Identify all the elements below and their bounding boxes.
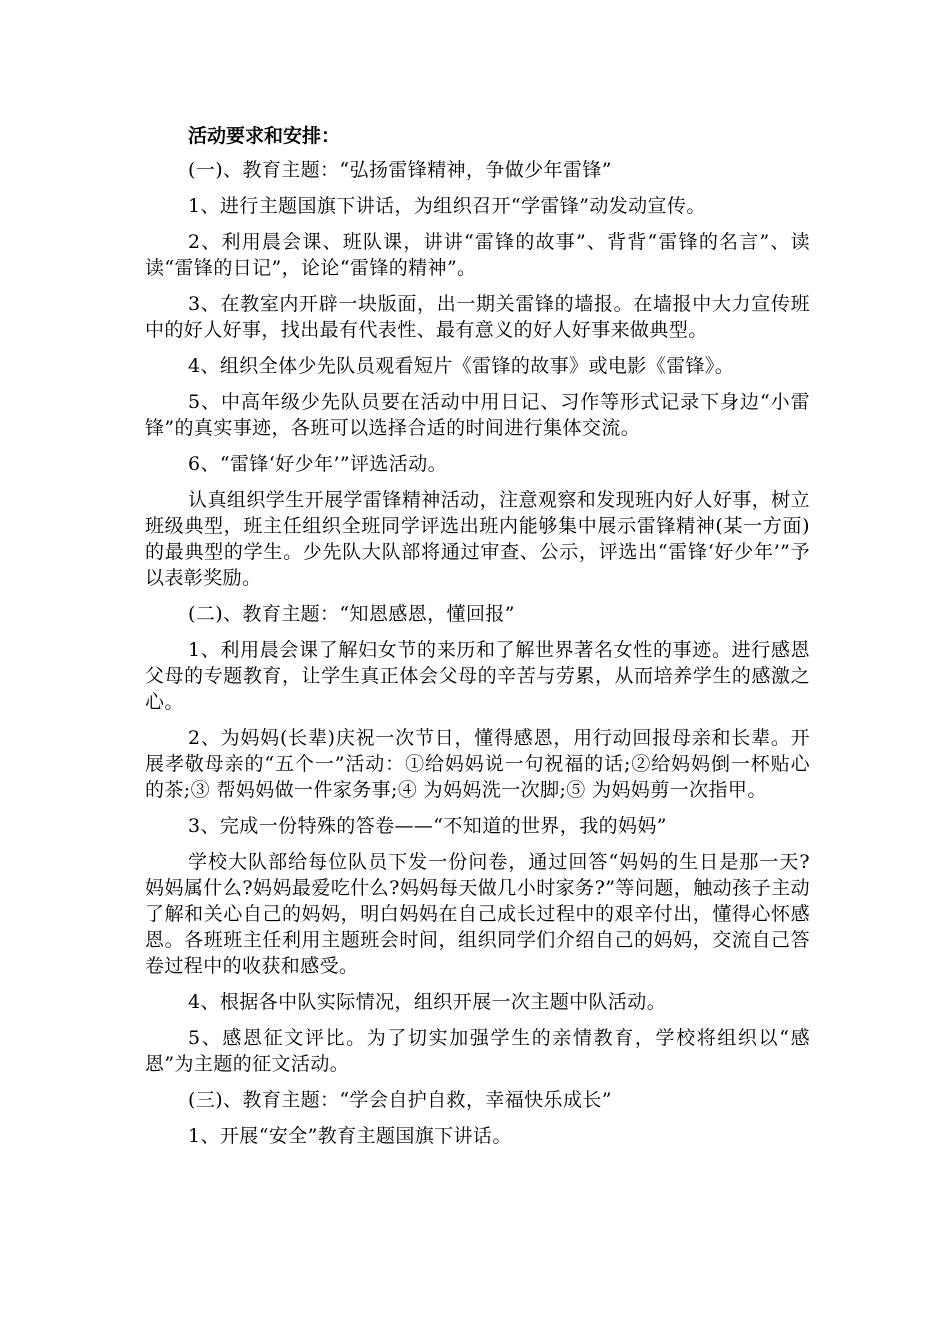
paragraph: 5、中高年级少先队员要在活动中用日记、习作等形式记录下身边“小雷锋”的真实事迹，各班可以选择合适的时间进行集体交流。	[145, 391, 810, 439]
paragraph: 3、在教室内开辟一块版面，出一期关雷锋的墙报。在墙报中大力宣传班中的好人好事，找出最有代表性、最有意义的好人好事来做典型。	[145, 293, 810, 341]
document-page	[145, 123, 810, 1159]
theme-3-title: (三)、教育主题：“学会自护自救，幸福快乐成长”	[188, 1089, 612, 1111]
paragraph: 6、“雷锋‘好少年’”评选活动。	[188, 453, 447, 475]
paragraph: 4、根据各中队实际情况，组织开展一次主题中队活动。	[188, 991, 667, 1013]
paragraph: 1、进行主题国旗下讲话，为组织召开“学雷锋”动发动宣传。	[188, 195, 706, 217]
paragraph: 2、利用晨会课、班队课，讲讲“雷锋的故事”、背背“雷锋的名言”、读读“雷锋的日记”，论论“雷锋的精神”。	[145, 231, 810, 279]
paragraph: 认真组织学生开展学雷锋精神活动，注意观察和发现班内好人好事，树立班级典型，班主任组织全班同学评选出班内能够集中展示雷锋精神(某一方面)的最典型的学生。少先队大队部将通过审查、公示，评选出“雷锋‘好少年’”予以表彰奖励。	[145, 489, 810, 589]
paragraph: 1、开展“安全”教育主题国旗下讲话。	[188, 1125, 512, 1147]
section-heading: 活动要求和安排：	[188, 125, 341, 147]
paragraph: 学校大队部给每位队员下发一份问卷，通过回答“妈妈的生日是那一天?妈妈属什么?妈妈最爱吃什么?妈妈每天做几小时家务?”等问题，触动孩子主动了解和关心自己的妈妈，明白妈妈在自己成长过程中的艰辛付出，懂得心怀感恩。各班班主任利用主题班会时间，组织同学们介绍自己的妈妈，交流自己答卷过程中的收获和感受。	[145, 851, 810, 977]
paragraph: 1、利用晨会课了解妇女节的来历和了解世界著名女性的事迹。进行感恩父母的专题教育，让学生真正体会父母的辛苦与劳累，从而培养学生的感激之心。	[145, 639, 810, 713]
paragraph: 5、感恩征文评比。为了切实加强学生的亲情教育，学校将组织以“感恩”为主题的征文活动。	[145, 1027, 810, 1075]
paragraph: 2、为妈妈(长辈)庆祝一次节日，懂得感恩，用行动回报母亲和长辈。开展孝敬母亲的“五个一”活动：①给妈妈说一句祝福的话;②给妈妈倒一杯贴心的茶;③ 帮妈妈做一件家务事;④ 为妈妈洗一次脚;⑤ 为妈妈剪一次指甲。	[145, 727, 810, 801]
theme-2-title: (二)、教育主题：“知恩感恩，懂回报”	[188, 603, 515, 625]
paragraph: 4、组织全体少先队员观看短片《雷锋的故事》或电影《雷锋》。	[188, 355, 735, 377]
theme-1-title: (一)、教育主题：“弘扬雷锋精神，争做少年雷锋”	[188, 159, 612, 181]
paragraph: 3、完成一份特殊的答卷——“不知道的世界，我的妈妈”	[188, 815, 667, 837]
